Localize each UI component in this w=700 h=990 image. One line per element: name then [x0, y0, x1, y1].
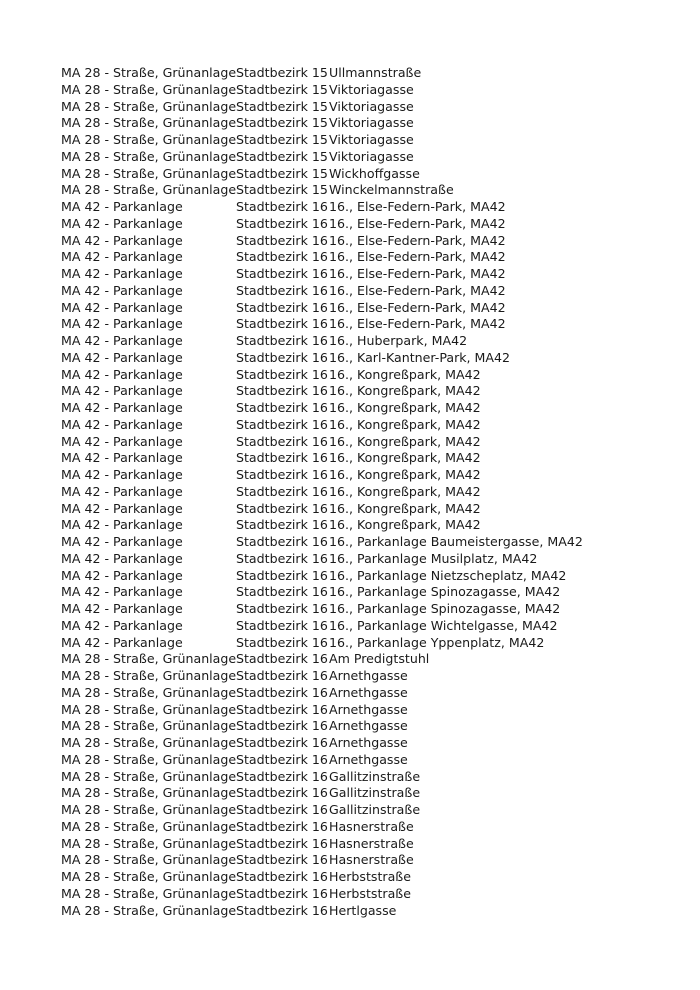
table-row — [61, 785, 681, 802]
table-row — [61, 417, 681, 434]
location-cell: Viktoriagasse — [329, 148, 414, 164]
department-cell: MA 42 - Parkanlage — [61, 366, 183, 382]
district-cell: Stadtbezirk 16 — [236, 316, 328, 332]
district-cell: Stadtbezirk 16 — [236, 567, 328, 583]
district-cell: Stadtbezirk 16 — [236, 751, 328, 767]
table-row — [61, 802, 681, 819]
district-cell: Stadtbezirk 16 — [236, 601, 328, 616]
district-cell: Stadtbezirk 16 — [236, 852, 328, 868]
table-row — [61, 266, 681, 283]
table-row — [61, 903, 681, 920]
department-cell: MA 42 - Parkanlage — [61, 500, 183, 516]
table-row — [61, 434, 681, 451]
table-row — [61, 769, 681, 786]
table-row — [61, 367, 681, 384]
table-row — [61, 300, 681, 317]
location-cell: 16., Kongreßpark, MA42 — [329, 517, 481, 533]
location-cell: 16., Else-Federn-Park, MA42 — [329, 266, 506, 281]
department-cell: MA 42 - Parkanlage — [61, 584, 183, 600]
department-cell: MA 42 - Parkanlage — [61, 349, 183, 365]
table-row — [61, 400, 681, 417]
table-row — [61, 501, 681, 518]
location-cell: Gallitzinstraße — [329, 785, 421, 801]
table-row — [61, 517, 681, 534]
district-cell: Stadtbezirk 16 — [236, 768, 328, 784]
location-cell: Arnethgasse — [329, 684, 408, 700]
district-cell: Stadtbezirk 16 — [236, 869, 328, 884]
location-cell: Viktoriagasse — [329, 132, 414, 147]
district-cell: Stadtbezirk 15 — [236, 165, 328, 181]
department-cell: MA 28 - Straße, Grünanlage — [61, 115, 237, 131]
department-cell: MA 28 - Straße, Grünanlage — [61, 148, 237, 164]
district-cell: Stadtbezirk 16 — [236, 483, 328, 499]
location-cell: 16., Karl-Kantner-Park, MA42 — [329, 349, 511, 365]
table-row — [61, 718, 681, 735]
district-cell: Stadtbezirk 15 — [236, 98, 328, 114]
department-cell: MA 42 - Parkanlage — [61, 601, 183, 616]
table-row — [61, 233, 681, 250]
district-cell: Stadtbezirk 16 — [236, 684, 328, 700]
department-cell: MA 28 - Straße, Grünanlage — [61, 802, 237, 817]
district-cell: Stadtbezirk 15 — [236, 115, 328, 131]
department-cell: MA 28 - Straße, Grünanlage — [61, 852, 237, 868]
table-row — [61, 584, 681, 601]
district-cell: Stadtbezirk 16 — [236, 818, 328, 834]
department-cell: MA 28 - Straße, Grünanlage — [61, 785, 237, 801]
department-cell: MA 42 - Parkanlage — [61, 550, 183, 566]
district-cell: Stadtbezirk 16 — [236, 735, 328, 750]
location-cell: Hertlgasse — [329, 902, 397, 918]
location-cell: 16., Kongreßpark, MA42 — [329, 366, 481, 382]
table-row — [61, 316, 681, 333]
department-cell: MA 28 - Straße, Grünanlage — [61, 182, 237, 198]
district-cell: Stadtbezirk 16 — [236, 215, 328, 231]
department-cell: MA 28 - Straße, Grünanlage — [61, 869, 237, 884]
table-row — [61, 735, 681, 752]
table-row — [61, 467, 681, 484]
table-row — [61, 836, 681, 853]
district-cell: Stadtbezirk 16 — [236, 266, 328, 281]
table-row — [61, 99, 681, 116]
location-cell: 16., Kongreßpark, MA42 — [329, 450, 481, 466]
location-cell: 16., Kongreßpark, MA42 — [329, 416, 481, 432]
location-cell: Hasnerstraße — [329, 852, 414, 868]
district-cell: Stadtbezirk 15 — [236, 182, 328, 198]
location-cell: 16., Kongreßpark, MA42 — [329, 500, 481, 516]
location-cell: Herbststraße — [329, 885, 411, 901]
department-cell: MA 28 - Straße, Grünanlage — [61, 768, 237, 784]
location-cell: Winckelmannstraße — [329, 182, 454, 198]
table-row — [61, 166, 681, 183]
department-cell: MA 28 - Straße, Grünanlage — [61, 818, 237, 834]
department-cell: MA 28 - Straße, Grünanlage — [61, 885, 237, 901]
location-cell: 16., Huberpark, MA42 — [329, 333, 468, 348]
department-cell: MA 42 - Parkanlage — [61, 249, 183, 265]
location-cell: Arnethgasse — [329, 668, 408, 683]
district-cell: Stadtbezirk 16 — [236, 232, 328, 248]
department-cell: MA 42 - Parkanlage — [61, 316, 183, 332]
district-cell: Stadtbezirk 16 — [236, 668, 328, 683]
location-cell: 16., Parkanlage Yppenplatz, MA42 — [329, 634, 545, 650]
table-row — [61, 350, 681, 367]
district-cell: Stadtbezirk 16 — [236, 249, 328, 265]
department-cell: MA 42 - Parkanlage — [61, 383, 183, 399]
location-cell: 16., Kongreßpark, MA42 — [329, 483, 481, 499]
location-cell: 16., Kongreßpark, MA42 — [329, 433, 481, 449]
location-cell: Herbststraße — [329, 869, 411, 884]
location-cell: Hasnerstraße — [329, 818, 414, 834]
department-cell: MA 28 - Straße, Grünanlage — [61, 668, 237, 683]
location-cell: Arnethgasse — [329, 735, 408, 750]
district-cell: Stadtbezirk 16 — [236, 550, 328, 566]
location-cell: 16., Parkanlage Spinozagasse, MA42 — [329, 601, 561, 616]
location-cell: Viktoriagasse — [329, 115, 414, 131]
location-cell: Gallitzinstraße — [329, 802, 421, 817]
table-row — [61, 65, 681, 82]
district-cell: Stadtbezirk 16 — [236, 467, 328, 482]
district-cell: Stadtbezirk 15 — [236, 148, 328, 164]
location-cell: 16., Parkanlage Nietzscheplatz, MA42 — [329, 567, 567, 583]
table-row — [61, 199, 681, 216]
document-table — [61, 65, 681, 919]
district-cell: Stadtbezirk 16 — [236, 617, 328, 633]
district-cell: Stadtbezirk 16 — [236, 400, 328, 415]
location-cell: 16., Else-Federn-Park, MA42 — [329, 316, 506, 332]
district-cell: Stadtbezirk 15 — [236, 81, 328, 97]
district-cell: Stadtbezirk 16 — [236, 701, 328, 717]
location-cell: Arnethgasse — [329, 701, 408, 717]
department-cell: MA 42 - Parkanlage — [61, 282, 183, 298]
district-cell: Stadtbezirk 16 — [236, 500, 328, 516]
department-cell: MA 42 - Parkanlage — [61, 617, 183, 633]
district-cell: Stadtbezirk 16 — [236, 902, 328, 918]
table-row — [61, 752, 681, 769]
department-cell: MA 42 - Parkanlage — [61, 450, 183, 466]
location-cell: 16., Else-Federn-Park, MA42 — [329, 215, 506, 231]
table-row — [61, 216, 681, 233]
district-cell: Stadtbezirk 16 — [236, 785, 328, 801]
district-cell: Stadtbezirk 16 — [236, 333, 328, 348]
table-row — [61, 182, 681, 199]
table-row — [61, 702, 681, 719]
department-cell: MA 28 - Straße, Grünanlage — [61, 701, 237, 717]
district-cell: Stadtbezirk 16 — [236, 517, 328, 533]
department-cell: MA 42 - Parkanlage — [61, 299, 183, 315]
department-cell: MA 42 - Parkanlage — [61, 467, 183, 482]
table-row — [61, 383, 681, 400]
table-row — [61, 450, 681, 467]
location-cell: 16., Parkanlage Baumeistergasse, MA42 — [329, 534, 583, 549]
location-cell: Wickhoffgasse — [329, 165, 420, 181]
department-cell: MA 28 - Straße, Grünanlage — [61, 81, 237, 97]
district-cell: Stadtbezirk 16 — [236, 349, 328, 365]
table-row — [61, 149, 681, 166]
table-row — [61, 651, 681, 668]
location-cell: 16., Else-Federn-Park, MA42 — [329, 299, 506, 315]
location-cell: 16., Kongreßpark, MA42 — [329, 400, 481, 415]
location-cell: Hasnerstraße — [329, 835, 414, 851]
department-cell: MA 28 - Straße, Grünanlage — [61, 718, 237, 734]
district-cell: Stadtbezirk 16 — [236, 885, 328, 901]
location-cell: 16., Else-Federn-Park, MA42 — [329, 282, 506, 298]
district-cell: Stadtbezirk 16 — [236, 282, 328, 298]
table-row — [61, 668, 681, 685]
department-cell: MA 28 - Straße, Grünanlage — [61, 98, 237, 114]
district-cell: Stadtbezirk 16 — [236, 802, 328, 817]
department-cell: MA 42 - Parkanlage — [61, 215, 183, 231]
location-cell: Viktoriagasse — [329, 81, 414, 97]
department-cell: MA 42 - Parkanlage — [61, 567, 183, 583]
department-cell: MA 28 - Straße, Grünanlage — [61, 165, 237, 181]
location-cell: 16., Else-Federn-Park, MA42 — [329, 199, 506, 214]
department-cell: MA 28 - Straße, Grünanlage — [61, 684, 237, 700]
table-row — [61, 484, 681, 501]
department-cell: MA 42 - Parkanlage — [61, 266, 183, 281]
location-cell: Viktoriagasse — [329, 98, 414, 114]
table-row — [61, 82, 681, 99]
district-cell: Stadtbezirk 16 — [236, 450, 328, 466]
department-cell: MA 28 - Straße, Grünanlage — [61, 735, 237, 750]
department-cell: MA 42 - Parkanlage — [61, 232, 183, 248]
location-cell: 16., Parkanlage Spinozagasse, MA42 — [329, 584, 561, 600]
district-cell: Stadtbezirk 16 — [236, 383, 328, 399]
location-cell: Am Predigtstuhl — [329, 651, 430, 667]
district-cell: Stadtbezirk 16 — [236, 835, 328, 851]
department-cell: MA 28 - Straße, Grünanlage — [61, 651, 237, 667]
district-cell: Stadtbezirk 15 — [236, 132, 328, 147]
location-cell: Arnethgasse — [329, 751, 408, 767]
department-cell: MA 28 - Straße, Grünanlage — [61, 132, 237, 147]
location-cell: Arnethgasse — [329, 718, 408, 734]
district-cell: Stadtbezirk 16 — [236, 534, 328, 549]
department-cell: MA 42 - Parkanlage — [61, 534, 183, 549]
location-cell: 16., Kongreßpark, MA42 — [329, 467, 481, 482]
district-cell: Stadtbezirk 16 — [236, 299, 328, 315]
department-cell: MA 42 - Parkanlage — [61, 416, 183, 432]
district-cell: Stadtbezirk 16 — [236, 634, 328, 650]
department-cell: MA 42 - Parkanlage — [61, 517, 183, 533]
department-cell: MA 28 - Straße, Grünanlage — [61, 751, 237, 767]
location-cell: Ullmannstraße — [329, 65, 422, 80]
district-cell: Stadtbezirk 15 — [236, 65, 328, 80]
table-row — [61, 601, 681, 618]
department-cell: MA 42 - Parkanlage — [61, 333, 183, 348]
department-cell: MA 42 - Parkanlage — [61, 199, 183, 214]
department-cell: MA 42 - Parkanlage — [61, 483, 183, 499]
department-cell: MA 28 - Straße, Grünanlage — [61, 835, 237, 851]
location-cell: 16., Parkanlage Musilplatz, MA42 — [329, 550, 538, 566]
table-row — [61, 886, 681, 903]
table-row — [61, 852, 681, 869]
table-row — [61, 249, 681, 266]
district-cell: Stadtbezirk 16 — [236, 366, 328, 382]
department-cell: MA 28 - Straße, Grünanlage — [61, 65, 237, 80]
district-cell: Stadtbezirk 16 — [236, 584, 328, 600]
location-cell: 16., Else-Federn-Park, MA42 — [329, 249, 506, 265]
table-row — [61, 333, 681, 350]
table-row — [61, 869, 681, 886]
table-row — [61, 685, 681, 702]
table-row — [61, 283, 681, 300]
location-cell: 16., Kongreßpark, MA42 — [329, 383, 481, 399]
location-cell: 16., Else-Federn-Park, MA42 — [329, 232, 506, 248]
department-cell: MA 42 - Parkanlage — [61, 433, 183, 449]
table-row — [61, 551, 681, 568]
department-cell: MA 42 - Parkanlage — [61, 634, 183, 650]
district-cell: Stadtbezirk 16 — [236, 199, 328, 214]
location-cell: 16., Parkanlage Wichtelgasse, MA42 — [329, 617, 558, 633]
department-cell: MA 28 - Straße, Grünanlage — [61, 902, 237, 918]
table-row — [61, 568, 681, 585]
district-cell: Stadtbezirk 16 — [236, 433, 328, 449]
district-cell: Stadtbezirk 16 — [236, 718, 328, 734]
table-row — [61, 635, 681, 652]
table-row — [61, 115, 681, 132]
table-row — [61, 534, 681, 551]
location-cell: Gallitzinstraße — [329, 768, 421, 784]
table-row — [61, 132, 681, 149]
district-cell: Stadtbezirk 16 — [236, 416, 328, 432]
district-cell: Stadtbezirk 16 — [236, 651, 328, 667]
department-cell: MA 42 - Parkanlage — [61, 400, 183, 415]
table-row — [61, 819, 681, 836]
table-row — [61, 618, 681, 635]
